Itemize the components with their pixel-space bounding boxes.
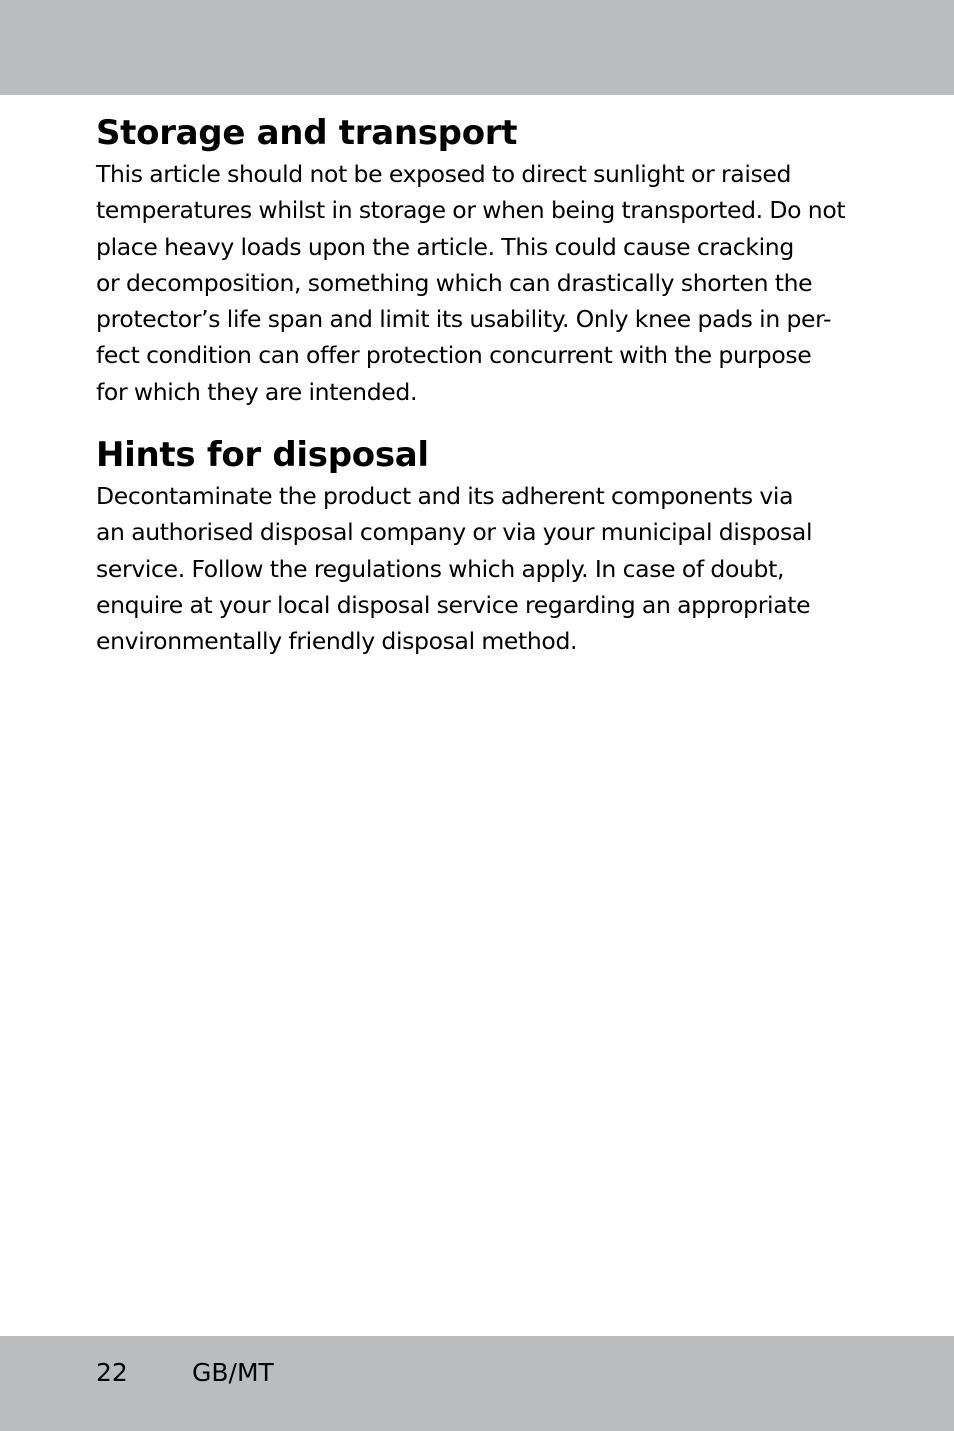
section-hints-disposal xyxy=(96,432,876,659)
section-body xyxy=(96,156,876,410)
section-storage-transport xyxy=(96,110,876,410)
text-line: environmentally friendly disposal method. xyxy=(96,627,578,656)
header-band xyxy=(0,0,954,95)
page-number: 22 xyxy=(96,1358,128,1387)
text-line: service. Follow the regulations which apply. In case of doubt, xyxy=(96,554,785,583)
text-line: or decomposition, something which can drastically shorten the xyxy=(96,268,813,297)
text-line: an authorised disposal company or via your municipal disposal xyxy=(96,518,813,547)
section-title: Hints for disposal xyxy=(96,435,429,476)
text-line: fect condition can offer protection concurrent with the purpose xyxy=(96,341,812,370)
page-content xyxy=(96,110,876,660)
language-code: GB/MT xyxy=(192,1358,274,1387)
text-line: This article should not be exposed to direct sunlight or raised xyxy=(96,160,792,188)
text-line: enquire at your local disposal service regarding an appropriate xyxy=(96,590,811,619)
text-line: place heavy loads upon the article. This could cause cracking xyxy=(96,232,794,261)
section-body xyxy=(96,478,876,659)
text-line: Decontaminate the product and its adherent components via xyxy=(96,482,794,511)
text-line: temperatures whilst in storage or when being transported. Do not xyxy=(96,196,846,225)
section-title: Storage and transport xyxy=(96,113,518,153)
text-line: protector’s life span and limit its usability. Only knee pads in per- xyxy=(96,305,832,334)
footer-band xyxy=(0,1336,954,1431)
text-line: for which they are intended. xyxy=(96,377,418,406)
